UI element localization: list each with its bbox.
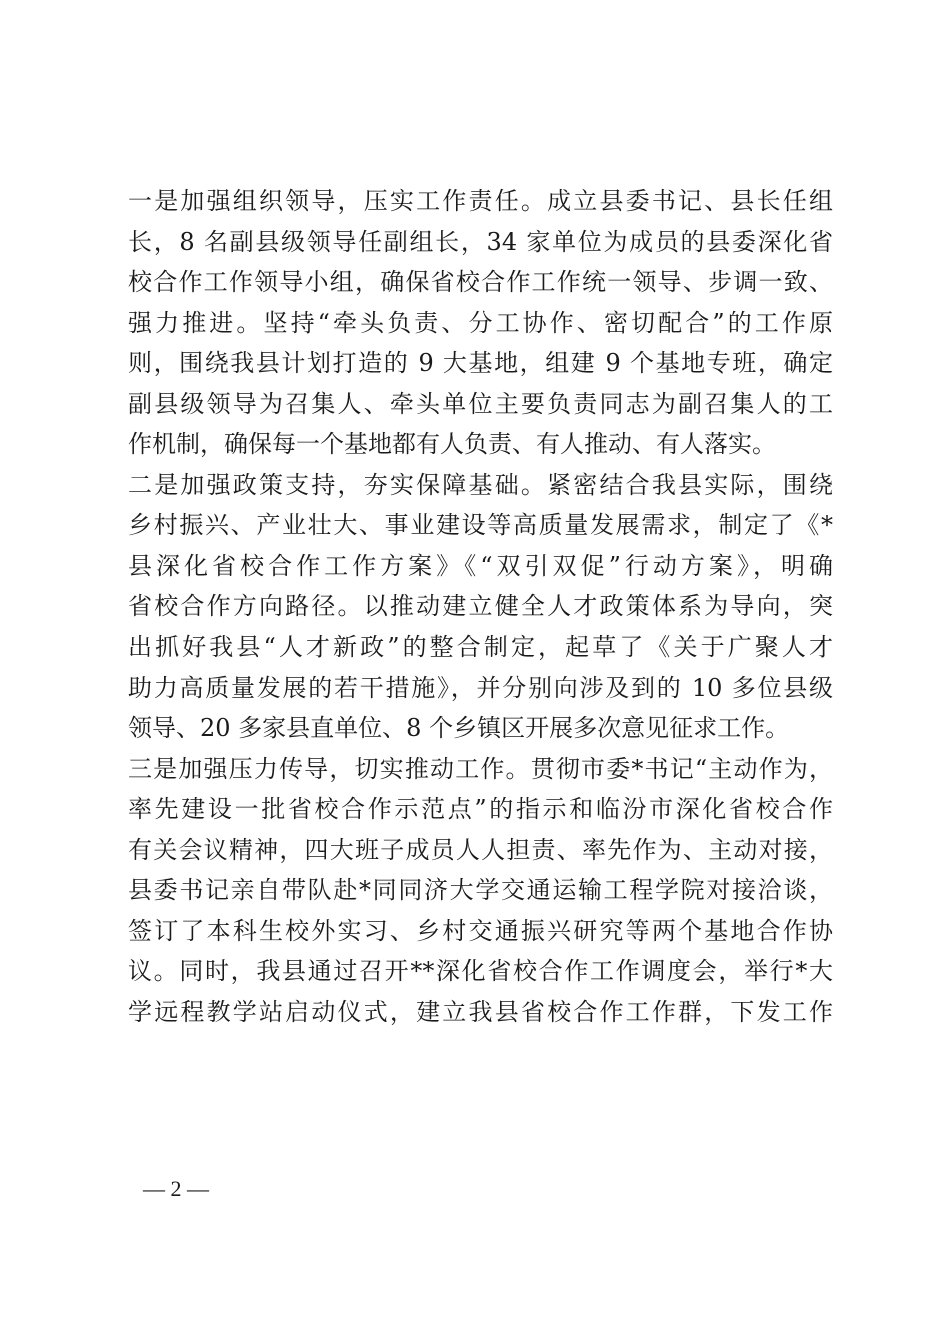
text-line: 三是加强压力传导，切实推动工作。贯彻市委*书记“主动作为， (128, 754, 833, 783)
text-line: 有关会议精神，四大班子成员人人担责、率先作为、主动对接， (128, 835, 833, 864)
body-text (128, 181, 833, 1032)
text-line: 二是加强政策支持，夯实保障基础。紧密结合我县实际，围绕 (128, 470, 833, 499)
text-line: 校合作工作领导小组，确保省校合作工作统一领导、步调一致、 (128, 268, 833, 297)
text-line: 领导、20 多家县直单位、8 个乡镇区开展多次意见征求工作。 (128, 714, 790, 743)
text-line: 助力高质量发展的若干措施》，并分别向涉及到的 10 多位县级 (128, 673, 833, 702)
page-number: — 2 — (143, 1176, 209, 1201)
text-line: 议。同时，我县通过召开**深化省校合作工作调度会，举行*大 (128, 957, 833, 986)
text-line: 省校合作方向路径。以推动建立健全人才政策体系为导向，突 (128, 592, 833, 621)
text-line: 率先建设一批省校合作示范点”的指示和临汾市深化省校合作 (128, 795, 833, 824)
text-line: 县深化省校合作工作方案》《“双引双促”行动方案》，明确 (128, 551, 833, 580)
text-line: 强力推进。坚持“牵头负责、分工协作、密切配合”的工作原 (128, 308, 833, 337)
text-line: 副县级领导为召集人、牵头单位主要负责同志为副召集人的工 (128, 389, 833, 418)
text-line: 签订了本科生校外实习、乡村交通振兴研究等两个基地合作协 (128, 916, 833, 945)
text-line: 县委书记亲自带队赴*同同济大学交通运输工程学院对接洽谈， (128, 876, 833, 905)
text-line: 出抓好我县“人才新政”的整合制定，起草了《关于广聚人才 (128, 633, 833, 662)
text-line: 作机制，确保每一个基地都有人负责、有人推动、有人落实。 (128, 430, 776, 459)
text-line: 乡村振兴、产业壮大、事业建设等高质量发展需求，制定了《* (128, 511, 833, 540)
text-line: 一是加强组织领导，压实工作责任。成立县委书记、县长任组 (128, 187, 833, 215)
text-line: 长，8 名副县级领导任副组长，34 家单位为成员的县委深化省 (128, 227, 833, 256)
text-line: 学远程教学站启动仪式，建立我县省校合作工作群，下发工作 (128, 997, 833, 1026)
text-line: 则，围绕我县计划打造的 9 大基地，组建 9 个基地专班，确定 (128, 349, 833, 378)
